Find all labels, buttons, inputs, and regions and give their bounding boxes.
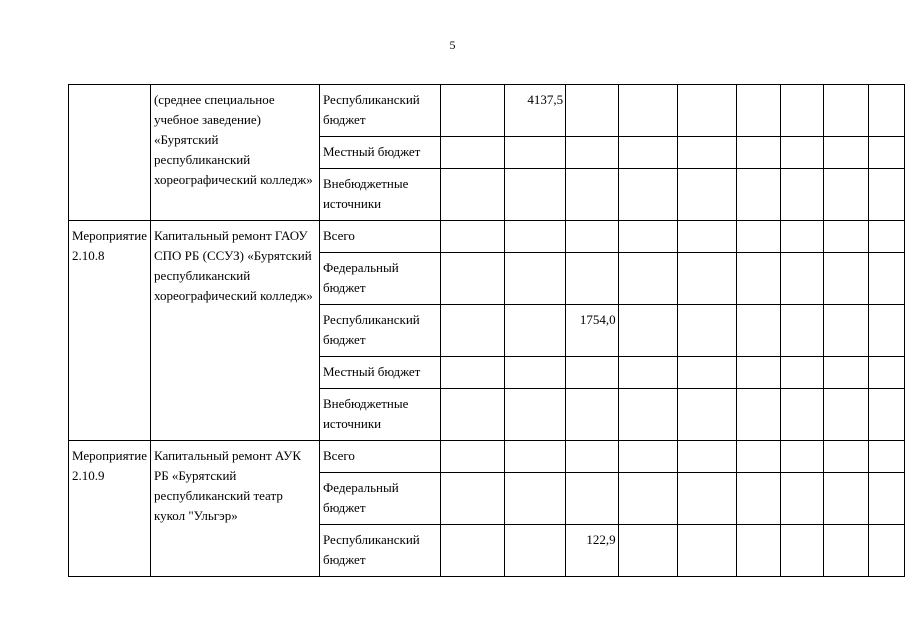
value-cell — [677, 305, 736, 357]
value-cell — [869, 253, 905, 305]
value-cell — [566, 473, 618, 525]
funding-source: Всего — [319, 221, 440, 253]
value-cell — [824, 389, 869, 441]
value-cell — [781, 357, 824, 389]
value-cell — [441, 525, 505, 577]
value-cell — [677, 441, 736, 473]
value-cell — [677, 473, 736, 525]
table-row — [69, 441, 905, 473]
value-cell — [566, 441, 618, 473]
budget-table — [68, 84, 905, 577]
value-cell — [737, 305, 781, 357]
value-cell — [677, 253, 736, 305]
value-cell — [505, 137, 566, 169]
value-cell — [441, 221, 505, 253]
value-cell — [441, 253, 505, 305]
value-cell — [737, 253, 781, 305]
value-cell — [505, 305, 566, 357]
value-cell — [441, 169, 505, 221]
value-cell — [869, 305, 905, 357]
value-cell — [781, 221, 824, 253]
value-cell — [737, 441, 781, 473]
value-cell — [677, 85, 736, 137]
value-cell — [618, 473, 677, 525]
table-row — [69, 221, 905, 253]
value-cell — [869, 85, 905, 137]
value-cell — [737, 357, 781, 389]
activity-name: Капитальный ремонт ГАОУ СПО РБ (ССУЗ) «Бурятский республиканский хореографический колледж» — [150, 221, 319, 441]
table-row — [69, 85, 905, 137]
value-cell — [737, 169, 781, 221]
value-cell — [781, 473, 824, 525]
funding-source: Республиканский бюджет — [319, 305, 440, 357]
value-cell — [441, 305, 505, 357]
value-cell — [781, 441, 824, 473]
value-cell — [441, 441, 505, 473]
value-cell — [824, 357, 869, 389]
page-number: 5 — [449, 38, 456, 52]
value-cell — [677, 389, 736, 441]
value-cell — [618, 525, 677, 577]
value-cell — [869, 389, 905, 441]
value-cell — [677, 221, 736, 253]
funding-source: Федеральный бюджет — [319, 473, 440, 525]
value-cell — [869, 357, 905, 389]
activity-id — [69, 85, 151, 221]
value-cell — [566, 169, 618, 221]
value-cell — [869, 221, 905, 253]
value-cell — [677, 169, 736, 221]
funding-source: Республиканский бюджет — [319, 525, 440, 577]
value-cell — [869, 137, 905, 169]
value-cell — [566, 85, 618, 137]
value-cell — [566, 253, 618, 305]
funding-source: Всего — [319, 441, 440, 473]
value-cell — [781, 253, 824, 305]
value-cell — [505, 525, 566, 577]
value-cell — [505, 473, 566, 525]
value-cell — [618, 389, 677, 441]
value-cell — [618, 85, 677, 137]
value-cell — [869, 473, 905, 525]
funding-source: Республиканский бюджет — [319, 85, 440, 137]
value-cell — [781, 137, 824, 169]
value-cell — [441, 473, 505, 525]
value-cell — [677, 357, 736, 389]
funding-source: Внебюджетные источники — [319, 389, 440, 441]
value-cell — [737, 85, 781, 137]
value-cell — [505, 169, 566, 221]
value-cell — [618, 169, 677, 221]
value-cell — [824, 525, 869, 577]
value-cell — [737, 221, 781, 253]
funding-source: Местный бюджет — [319, 137, 440, 169]
value-cell — [737, 525, 781, 577]
value-cell — [677, 525, 736, 577]
value-cell — [677, 137, 736, 169]
activity-id: Мероприятие 2.10.9 — [69, 441, 151, 577]
value-cell — [618, 441, 677, 473]
value-cell — [566, 357, 618, 389]
value-cell — [441, 357, 505, 389]
value-cell — [824, 305, 869, 357]
activity-id: Мероприятие 2.10.8 — [69, 221, 151, 441]
value-cell — [737, 389, 781, 441]
value-cell — [869, 525, 905, 577]
value-cell — [441, 137, 505, 169]
value-cell — [505, 253, 566, 305]
value-cell: 4137,5 — [505, 85, 566, 137]
value-cell — [824, 473, 869, 525]
funding-source: Федеральный бюджет — [319, 253, 440, 305]
value-cell — [781, 85, 824, 137]
value-cell — [869, 169, 905, 221]
value-cell — [505, 389, 566, 441]
value-cell — [824, 221, 869, 253]
value-cell — [566, 389, 618, 441]
funding-source: Внебюджетные источники — [319, 169, 440, 221]
value-cell — [824, 441, 869, 473]
activity-name: Капитальный ремонт АУК РБ «Бурятский республиканский театр кукол "Ульгэр» — [150, 441, 319, 577]
value-cell: 1754,0 — [566, 305, 618, 357]
value-cell — [618, 253, 677, 305]
value-cell — [618, 357, 677, 389]
value-cell — [781, 389, 824, 441]
value-cell — [781, 305, 824, 357]
value-cell — [505, 357, 566, 389]
activity-name: (среднее специальное учебное заведение) «Бурятский республиканский хореографический колледж» — [150, 85, 319, 221]
value-cell — [505, 221, 566, 253]
value-cell — [441, 85, 505, 137]
value-cell — [566, 221, 618, 253]
value-cell: 122,9 — [566, 525, 618, 577]
value-cell — [737, 473, 781, 525]
value-cell — [824, 169, 869, 221]
value-cell — [869, 441, 905, 473]
value-cell — [618, 137, 677, 169]
value-cell — [824, 85, 869, 137]
value-cell — [566, 137, 618, 169]
funding-source: Местный бюджет — [319, 357, 440, 389]
value-cell — [505, 441, 566, 473]
value-cell — [824, 137, 869, 169]
value-cell — [781, 169, 824, 221]
value-cell — [737, 137, 781, 169]
value-cell — [618, 305, 677, 357]
value-cell — [618, 221, 677, 253]
value-cell — [824, 253, 869, 305]
value-cell — [781, 525, 824, 577]
value-cell — [441, 389, 505, 441]
